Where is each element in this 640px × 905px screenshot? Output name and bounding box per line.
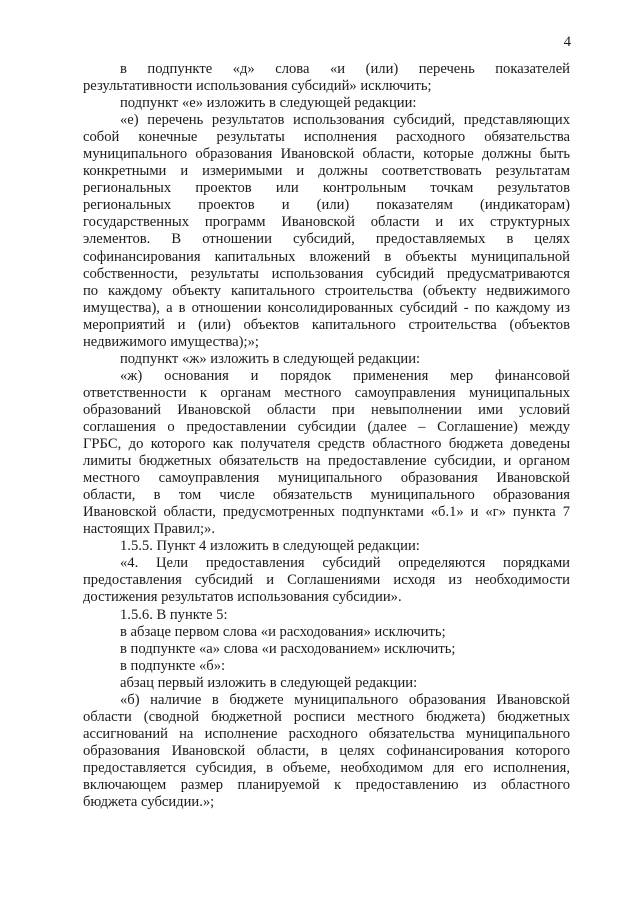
text-line: ГРБС, до которого как получателя средств областного бюджета доведены xyxy=(83,436,570,453)
text-line: результативности использования субсидий» исключить; xyxy=(83,78,432,95)
paragraph xyxy=(83,624,570,641)
text-line: «е) перечень результатов использования субсидий, представляющих xyxy=(120,112,570,129)
text-line: ассигнований на исполнение расходного обязательства муниципального xyxy=(83,725,570,742)
text-line: собой конечные результаты исполнения расходного обязательства xyxy=(83,129,570,146)
paragraph xyxy=(83,641,570,658)
paragraph xyxy=(83,368,570,538)
text-line: подпункт «е» изложить в следующей редакции: xyxy=(120,95,417,112)
paragraph xyxy=(83,607,570,624)
paragraph xyxy=(83,675,570,692)
paragraph xyxy=(83,351,570,368)
text-line: софинансирования капитальных вложений в объекты муниципальной xyxy=(83,248,570,265)
text-line: в подпункте «а» слова «и расходованием» исключить; xyxy=(120,640,456,657)
page-number: 4 xyxy=(563,34,571,50)
text-line: «4. Цели предоставления субсидий определяются порядками xyxy=(120,555,570,572)
document-body xyxy=(83,61,570,811)
text-line: предоставления субсидий и Соглашениями исходя из необходимости xyxy=(83,572,570,589)
text-line: 1.5.5. Пункт 4 изложить в следующей редакции: xyxy=(120,538,420,555)
text-line: в абзаце первом слова «и расходования» исключить; xyxy=(120,623,446,640)
text-line: достижения результатов использования субсидии». xyxy=(83,589,402,606)
text-line: лимиты бюджетных обязательств на предоставление субсидии, и органом xyxy=(83,453,570,470)
text-line: собственности, результаты использования субсидий предусматриваются xyxy=(83,265,570,282)
text-line: государственных программ Ивановской области и их структурных xyxy=(83,214,570,231)
text-line: предоставляется субсидия, в объеме, необходимом для его исполнения, xyxy=(83,759,570,776)
text-line: области, в том числе обязательств муниципального образования xyxy=(83,487,570,504)
text-line: региональных проектов и (или) показателям (индикаторам) xyxy=(83,197,570,214)
text-line: региональных проектов или контрольным точкам результатов xyxy=(83,180,570,197)
text-line: 1.5.6. В пункте 5: xyxy=(120,606,228,623)
text-line: местного самоуправления муниципального образования Ивановской xyxy=(83,470,570,487)
text-line: недвижимого имущества);»; xyxy=(83,333,259,350)
text-line: «б) наличие в бюджете муниципального образования Ивановской xyxy=(120,691,570,708)
text-line: «ж) основания и порядок применения мер финансовой xyxy=(120,367,570,384)
text-line: включающем размер планируемой к предоставлению из областного xyxy=(83,776,570,793)
text-line: конкретными и измеримыми и должны соответствовать результатам xyxy=(83,163,570,180)
text-line: элементов. В отношении субсидий, предоставляемых в целях xyxy=(83,231,570,248)
text-line: муниципального образования Ивановской области, которые должны быть xyxy=(83,146,570,163)
paragraph xyxy=(83,555,570,606)
text-line: подпункт «ж» изложить в следующей редакции: xyxy=(120,350,421,367)
text-line: настоящих Правил;». xyxy=(83,521,215,538)
text-line: бюджета субсидии.»; xyxy=(83,794,215,811)
text-line: в подпункте «д» слова «и (или) перечень показателей xyxy=(120,61,570,77)
text-line: Ивановской области, предусмотренных подпунктами «б.1» и «г» пункта 7 xyxy=(83,504,570,521)
paragraph xyxy=(83,538,570,555)
text-line: области (сводной бюджетной росписи местного бюджета) бюджетных xyxy=(83,708,570,725)
paragraph xyxy=(83,95,570,112)
text-line: абзац первый изложить в следующей редакции: xyxy=(120,674,418,691)
text-line: мероприятий и (или) объектов капитального строительства (объектов xyxy=(83,316,570,333)
text-line: образования Ивановской области, в целях софинансирования которого xyxy=(83,742,570,759)
paragraph xyxy=(83,692,570,811)
text-line: соглашения о предоставлении субсидии (далее – Соглашение) между xyxy=(83,418,570,435)
paragraph xyxy=(83,658,570,675)
paragraph xyxy=(83,61,570,95)
paragraph xyxy=(83,112,570,351)
text-line: ответственности к органам местного самоуправления муниципальных xyxy=(83,384,570,401)
text-line: образований Ивановской области при невыполнении ими условий xyxy=(83,401,570,418)
text-line: в подпункте «б»: xyxy=(120,657,226,674)
text-line: по каждому объекту капитального строительства (объекту недвижимого xyxy=(83,282,570,299)
text-line: имущества), а в отношении консолидированных субсидий - по каждому из xyxy=(83,299,570,316)
